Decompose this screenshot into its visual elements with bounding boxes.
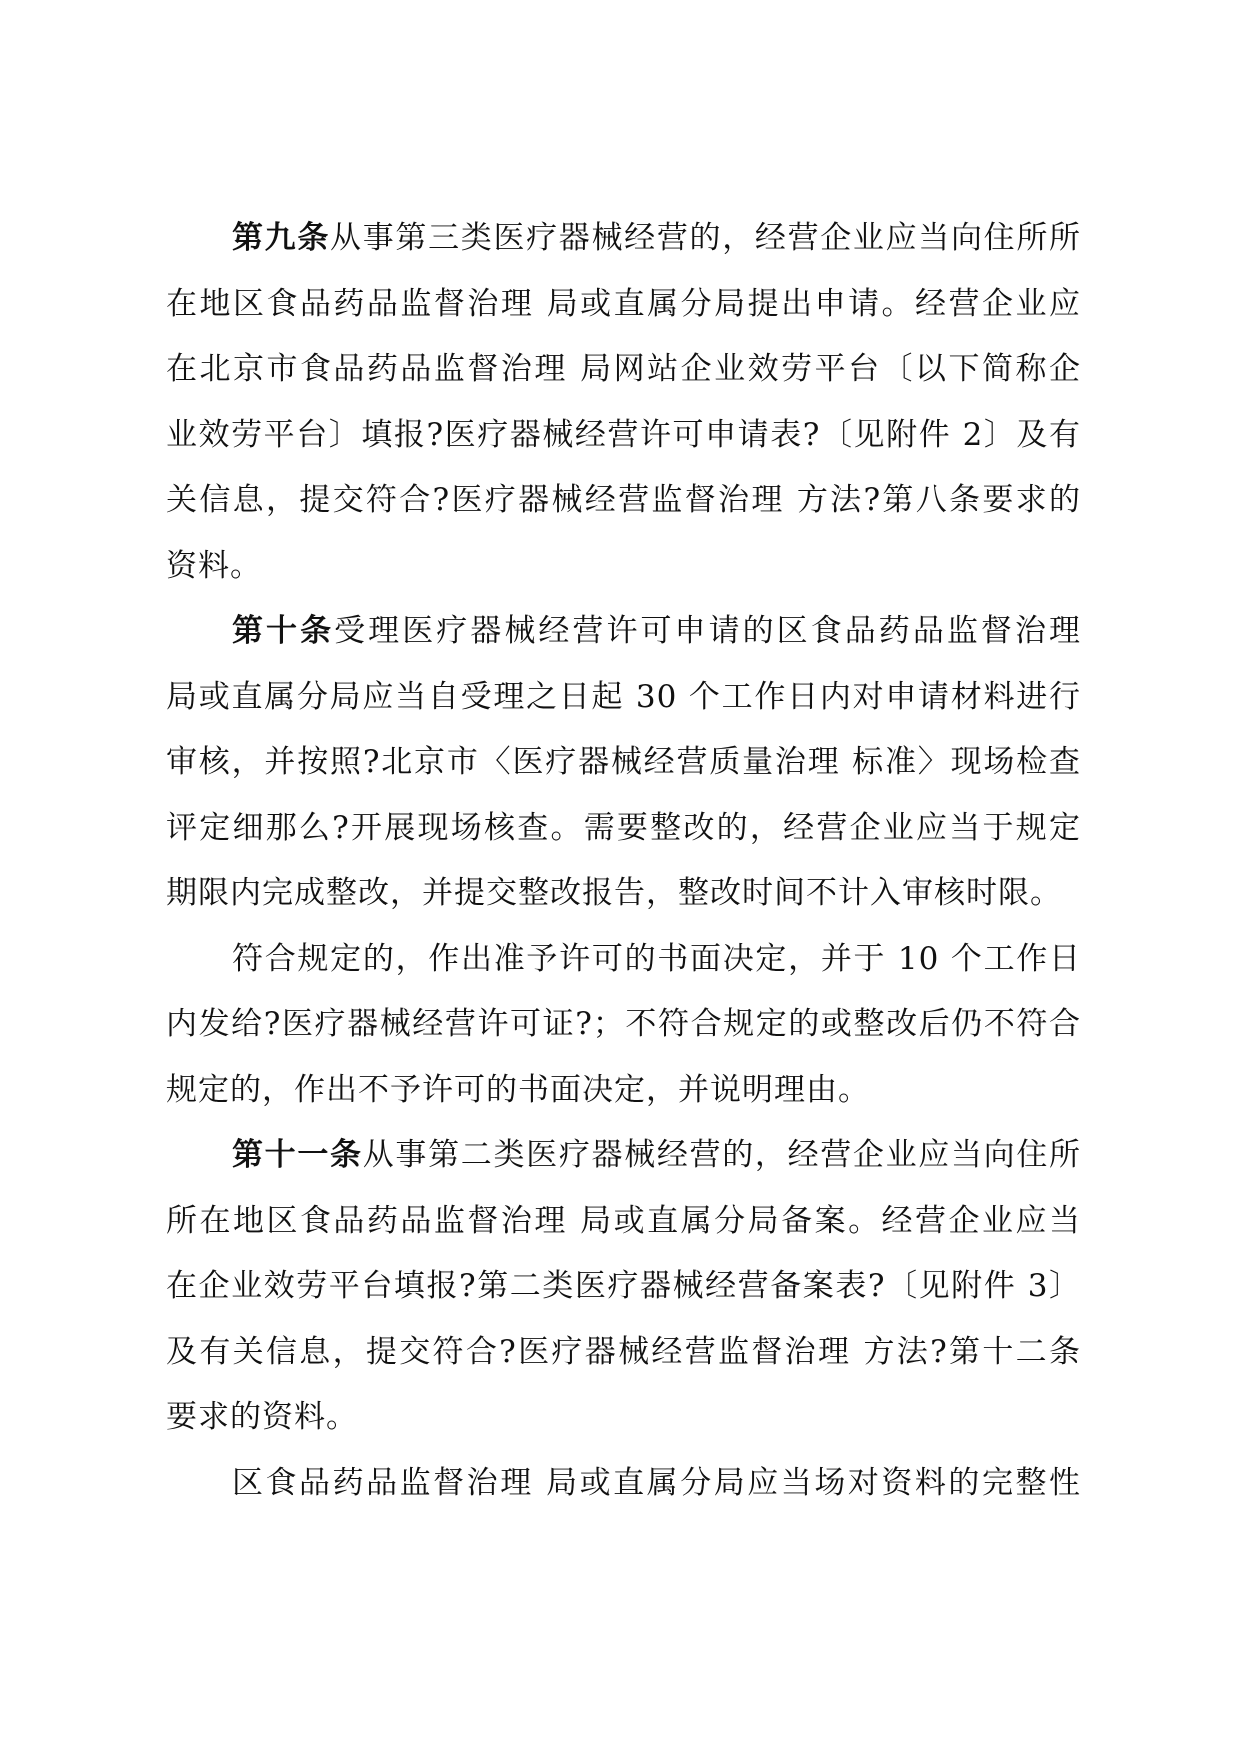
article-9-line-3: 在北京市食品药品监督治理 局网站企业效劳平台〔以下简称企	[166, 351, 1081, 387]
article-10-line-1	[166, 599, 1081, 665]
article-10-para2-line-1: 符合规定的，作出准予许可的书面决定，并于 10 个工作日	[232, 940, 1081, 977]
article-10-heading: 第十条	[232, 613, 335, 649]
article-10-line-2: 局或直属分局应当自受理之日起 30 个工作日内对申请材料进行	[166, 678, 1081, 715]
article-11-line-4: 及有关信息，提交符合?医疗器械经营监督治理 方法?第十二条	[166, 1333, 1081, 1370]
article-11-line-5: 要求的资料。	[166, 1399, 358, 1435]
article-10-text: 受理医疗器械经营许可申请的区食品药品监督治理	[334, 613, 1081, 649]
article-10-line-5: 期限内完成整改，并提交整改报告，整改时间不计入审核时限。	[166, 875, 1062, 911]
article-9-text: 从事第三类医疗器械经营的，经营企业应当向住所所	[330, 220, 1081, 256]
article-11-text: 从事第二类医疗器械经营的，经营企业应当向住所	[362, 1137, 1081, 1173]
article-10-para2-line-3: 规定的，作出不予许可的书面决定，并说明理由。	[166, 1071, 870, 1108]
article-9-line-1	[166, 206, 1081, 272]
article-9-line-6: 资料。	[166, 547, 262, 584]
article-11-line-2: 所在地区食品药品监督治理 局或直属分局备案。经营企业应当	[166, 1202, 1081, 1239]
article-11-line-1	[166, 1123, 1081, 1189]
article-11-heading: 第十一条	[232, 1137, 363, 1173]
article-11-para2-line-1: 区食品药品监督治理 局或直属分局应当场对资料的完整性	[232, 1464, 1081, 1501]
article-9-line-2: 在地区食品药品监督治理 局或直属分局提出申请。经营企业应	[166, 285, 1081, 322]
article-9-heading: 第九条	[232, 220, 331, 256]
article-9-line-5: 关信息，提交符合?医疗器械经营监督治理 方法?第八条要求的	[166, 482, 1081, 518]
article-10-line-3: 审核，并按照?北京市〈医疗器械经营质量治理 标准〉现场检查	[166, 744, 1081, 780]
article-10-line-4: 评定细那么?开展现场核查。需要整改的，经营企业应当于规定	[166, 809, 1081, 846]
article-9-line-4: 业效劳平台〕填报?医疗器械经营许可申请表?〔见附件 2〕及有	[166, 416, 1081, 453]
article-11-line-3: 在企业效劳平台填报?第二类医疗器械经营备案表?〔见附件 3〕	[166, 1268, 1081, 1304]
article-10-para2-line-2: 内发给?医疗器械经营许可证?；不符合规定的或整改后仍不符合	[166, 1006, 1081, 1042]
document-body	[166, 206, 1081, 1516]
